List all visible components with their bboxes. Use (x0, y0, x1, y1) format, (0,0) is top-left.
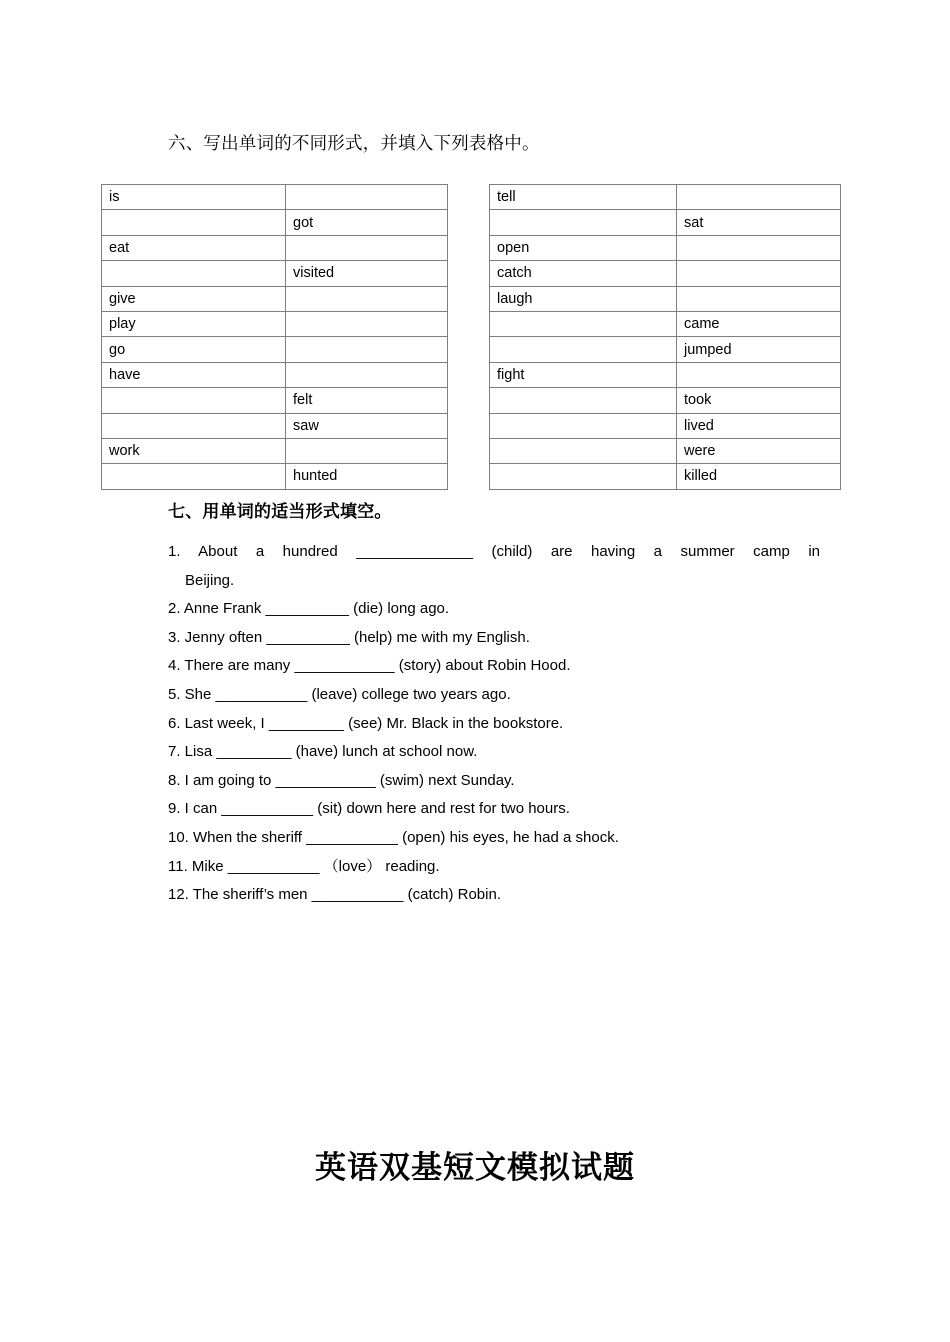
verb-base-cell[interactable]: open (490, 235, 677, 260)
verb-past-cell[interactable]: felt (286, 388, 448, 413)
verb-base-cell[interactable] (102, 464, 286, 489)
verb-base-cell[interactable]: is (102, 185, 286, 210)
verb-past-cell[interactable]: jumped (677, 337, 841, 362)
verb-base-cell[interactable] (490, 413, 677, 438)
document-title: 英语双基短文模拟试题 (315, 1150, 635, 1185)
verb-past-cell[interactable] (286, 438, 448, 463)
verb-past-cell[interactable] (677, 286, 841, 311)
verb-base-cell[interactable]: play (102, 311, 286, 336)
verb-past-cell[interactable]: lived (677, 413, 841, 438)
verb-past-cell[interactable] (677, 235, 841, 260)
fill-in-blank-question-list (168, 538, 820, 910)
question-item[interactable] (168, 738, 820, 767)
verb-base-cell[interactable]: give (102, 286, 286, 311)
question-line: 10. When the sheriff ___________ (open) his eyes, he had a shock. (168, 828, 619, 846)
table-row (490, 388, 841, 413)
verb-base-cell[interactable]: go (102, 337, 286, 362)
question-item[interactable] (168, 595, 820, 624)
table-row (102, 311, 448, 336)
table-row (102, 438, 448, 463)
verb-table-left (101, 184, 448, 490)
verb-past-cell[interactable]: got (286, 210, 448, 235)
verb-past-cell[interactable] (286, 286, 448, 311)
table-row (102, 337, 448, 362)
verb-past-cell[interactable]: came (677, 311, 841, 336)
table-row (102, 413, 448, 438)
question-item[interactable] (168, 652, 820, 681)
question-item[interactable] (168, 538, 820, 595)
verb-base-cell[interactable] (490, 388, 677, 413)
section-seven-heading: 七、用单词的适当形式填空。 (168, 502, 392, 521)
table-row (102, 286, 448, 311)
table-row (102, 261, 448, 286)
question-line: 12. The sheriff’s men ___________ (catch) Robin. (168, 886, 501, 904)
verb-past-cell[interactable]: took (677, 388, 841, 413)
question-line: 11. Mike ___________ （love） reading. (168, 857, 440, 875)
verb-table-left-body (102, 185, 448, 490)
table-row (490, 337, 841, 362)
verb-base-cell[interactable]: laugh (490, 286, 677, 311)
verb-base-cell[interactable]: work (102, 438, 286, 463)
verb-table-right-body (490, 185, 841, 490)
question-item[interactable] (168, 624, 820, 653)
verb-past-cell[interactable] (286, 362, 448, 387)
section-six-heading: 六、写出单词的不同形式，并填入下列表格中。 (168, 133, 540, 153)
table-row (490, 413, 841, 438)
verb-past-cell[interactable]: visited (286, 261, 448, 286)
question-item[interactable] (168, 881, 820, 910)
table-row (490, 362, 841, 387)
question-item[interactable] (168, 824, 820, 853)
question-line: 4. There are many ____________ (story) about Robin Hood. (168, 657, 571, 675)
question-item[interactable] (168, 710, 820, 739)
table-row (102, 388, 448, 413)
verb-past-cell[interactable]: were (677, 438, 841, 463)
verb-table-right (489, 184, 841, 490)
question-line: 8. I am going to ____________ (swim) next Sunday. (168, 771, 515, 789)
question-line: 3. Jenny often __________ (help) me with my English. (168, 628, 530, 646)
table-row (490, 464, 841, 489)
table-row (102, 464, 448, 489)
table-row (490, 235, 841, 260)
verb-past-cell[interactable] (677, 185, 841, 210)
verb-base-cell[interactable]: eat (102, 235, 286, 260)
verb-past-cell[interactable] (286, 185, 448, 210)
question-line: 6. Last week, I _________ (see) Mr. Black in the bookstore. (168, 714, 564, 732)
verb-base-cell[interactable] (102, 413, 286, 438)
verb-base-cell[interactable] (102, 388, 286, 413)
question-line: 1. About a hundred ______________ (child) are having a summer camp in (168, 543, 820, 560)
table-row (102, 210, 448, 235)
verb-past-cell[interactable] (286, 311, 448, 336)
table-row (490, 286, 841, 311)
question-line-continuation: Beijing. (185, 571, 235, 589)
question-line: 5. She ___________ (leave) college two years ago. (168, 685, 511, 703)
verb-base-cell[interactable] (490, 311, 677, 336)
verb-base-cell[interactable]: fight (490, 362, 677, 387)
question-item[interactable] (168, 681, 820, 710)
question-line: 2. Anne Frank __________ (die) long ago. (168, 600, 450, 618)
table-row (490, 210, 841, 235)
table-row (102, 185, 448, 210)
verb-past-cell[interactable]: saw (286, 413, 448, 438)
verb-past-cell[interactable] (677, 261, 841, 286)
verb-base-cell[interactable] (102, 261, 286, 286)
verb-past-cell[interactable] (286, 337, 448, 362)
verb-base-cell[interactable] (490, 210, 677, 235)
table-row (490, 185, 841, 210)
question-item[interactable] (168, 853, 820, 882)
question-item[interactable] (168, 767, 820, 796)
question-line: 9. I can ___________ (sit) down here and rest for two hours. (168, 800, 570, 818)
table-row (490, 311, 841, 336)
verb-base-cell[interactable]: tell (490, 185, 677, 210)
question-line: 7. Lisa _________ (have) lunch at school now. (168, 743, 478, 761)
verb-base-cell[interactable]: catch (490, 261, 677, 286)
table-row (102, 362, 448, 387)
table-row (490, 261, 841, 286)
verb-past-cell[interactable]: sat (677, 210, 841, 235)
question-item[interactable] (168, 795, 820, 824)
verb-past-cell[interactable]: killed (677, 464, 841, 489)
verb-past-cell[interactable] (677, 362, 841, 387)
verb-base-cell[interactable] (490, 464, 677, 489)
table-row (102, 235, 448, 260)
verb-base-cell[interactable]: have (102, 362, 286, 387)
verb-base-cell[interactable] (490, 438, 677, 463)
verb-past-cell[interactable]: hunted (286, 464, 448, 489)
verb-past-cell[interactable] (286, 235, 448, 260)
verb-base-cell[interactable] (490, 337, 677, 362)
table-row (490, 438, 841, 463)
verb-base-cell[interactable] (102, 210, 286, 235)
